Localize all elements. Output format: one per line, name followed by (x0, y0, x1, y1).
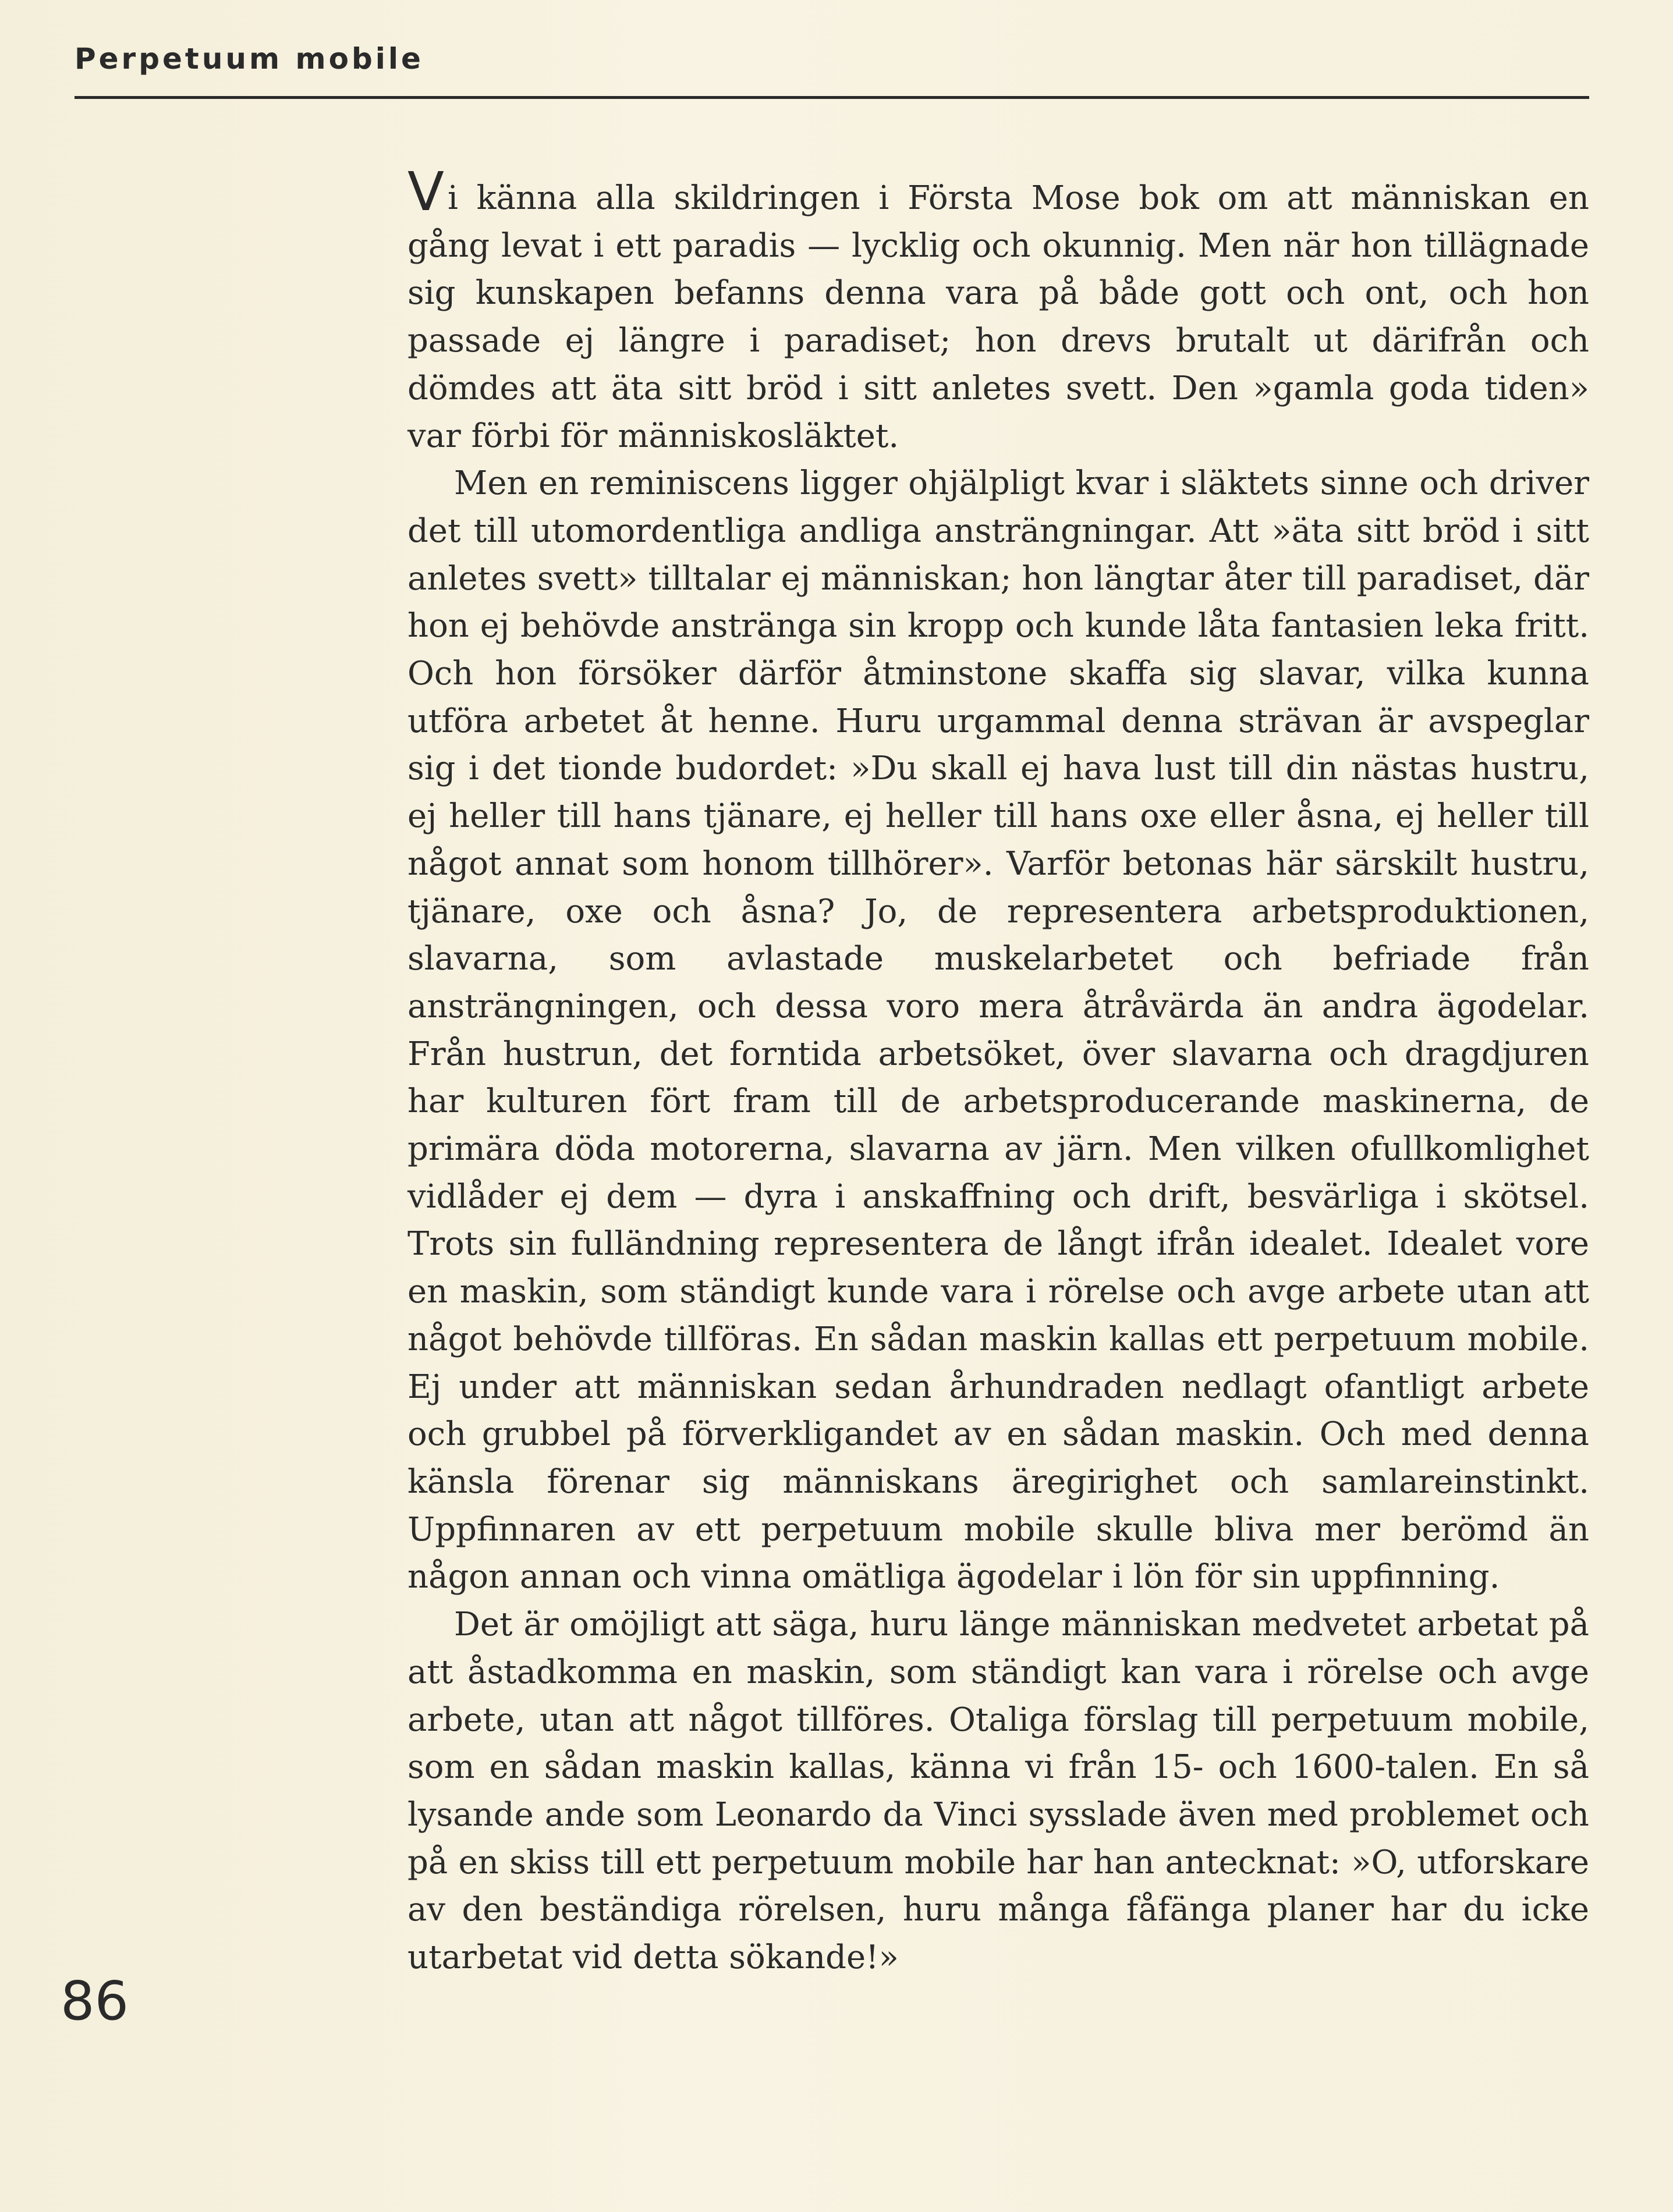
running-head: Perpetuum mobile (75, 42, 424, 76)
body-text (407, 161, 1589, 1982)
paragraph-1-text: i känna alla skildringen i Första Mose bok om att människan en gång levat i ett paradis — lycklig och okunnig. Men när hon tillägnade sig kunskapen befanns denna vara på både gott och ont, och hon passade ej längre i paradiset; hon drevs brutalt ut därifrån och dömdes att äta sitt bröd i sitt anletes svett. Den »gamla goda tiden» var förbi för människosläktet. (407, 179, 1589, 455)
page-number: 86 (61, 1970, 129, 2032)
paragraph-3: Det är omöjligt att säga, huru länge människan medvetet arbetat på att åstadkomma en maskin, som ständigt kan vara i rörelse och avge arbete, utan att något tillföres. Otaliga förslag till perpetuum mobile, som en sådan maskin kallas, känna vi från 15- och 1600-talen. En så lysande ande som Leonardo da Vinci sysslade även med problemet och på en skiss till ett perpetuum mobile har han antecknat: »O, utforskare av den beständiga rörelsen, huru många fåfänga planer har du icke utarbetat vid detta sökande!» (407, 1606, 1589, 1977)
header-rule (75, 96, 1589, 99)
paragraph-2: Men en reminiscens ligger ohjälpligt kvar i släktets sinne och driver det till utomordentliga andliga ansträngningar. Att »äta sitt bröd i sitt anletes svett» tilltalar ej människan; hon längtar åter till paradiset, där hon ej behövde anstränga sin kropp och kunde låta fantasien leka fritt. Och hon försöker därför åtminstone skaffa sig slavar, vilka kunna utföra arbetet åt henne. Huru urgammal denna strävan är avspeglar sig i det tionde budordet: »Du skall ej hava lust till din nästas hustru, ej heller till hans tjänare, ej heller till hans oxe eller åsna, ej heller till något annat som honom tillhörer». Varför betonas här särskilt hustru, tjänare, oxe och åsna? Jo, de representera arbetsproduktionen, slavarna, som avlastade muskelarbetet och befriade från ansträngningen, och dessa voro mera åtråvärda än andra ägodelar. Från hustrun, det forntida arbetsöket, över slavarna och dragdjuren har kulturen fört fram till de arbetsproducerande maskinerna, de primära döda motorerna, slavarna av järn. Men vilken ofullkomlighet vidlåder ej dem — dyra i anskaffning och drift, besvärliga i skötsel. Trots sin fulländning representera de långt ifrån idealet. Idealet vore en maskin, som ständigt kunde vara i rörelse och avge arbete utan att något behövde tillföras. En sådan maskin kallas ett perpetuum mobile. Ej under att människan sedan århundraden nedlagt ofantligt arbete och grubbel på förverkligandet av en sådan maskin. Och med denna känsla förenar sig människans äregirighet och samlareinstinkt. Uppfinnaren av ett perpetuum mobile skulle bliva mer berömd än någon annan och vinna omätliga ägodelar i lön för sin uppfinning. (407, 464, 1589, 1596)
initial-letter: V (407, 161, 444, 223)
paragraph-1 (407, 161, 1589, 460)
